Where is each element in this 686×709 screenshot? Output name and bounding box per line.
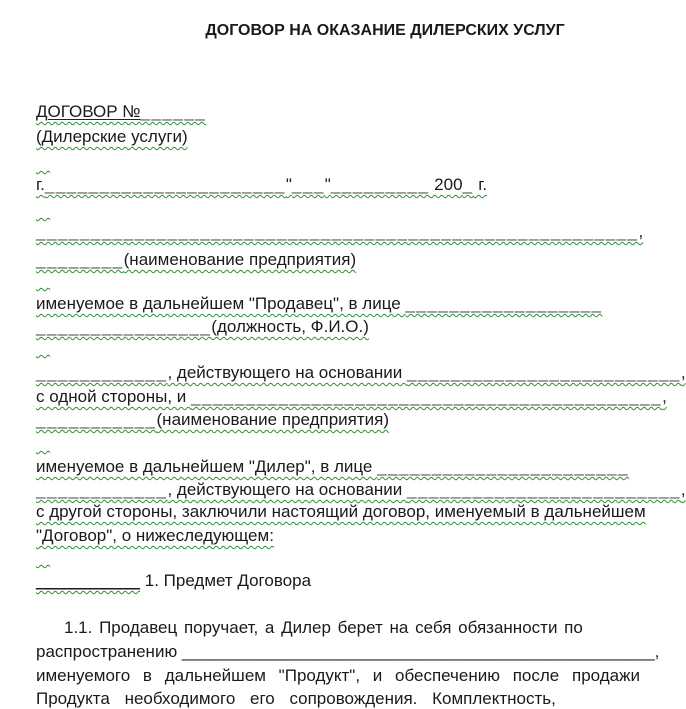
dealer-name-caption-line: [36, 410, 389, 430]
company-name-caption: (наименование предприятия): [156, 410, 390, 429]
company-name-caption: (наименование предприятия): [123, 250, 357, 269]
clause-1-1-text-2: распространению: [36, 642, 182, 661]
basis-lead-blank: ____________: [36, 363, 168, 382]
section-1-heading: 1. Предмет Договора: [140, 571, 312, 590]
contract-number-label: ДОГОВОР №: [36, 102, 141, 121]
closing-clause-text-2: "Договор", о нижеследующем:: [36, 526, 274, 545]
spellcheck-marker: [36, 545, 50, 565]
dealer-intro-line: [36, 457, 629, 477]
comma: ,: [638, 222, 644, 241]
year-suffix: г.: [473, 175, 488, 194]
heading-lead-blank: ___________: [36, 571, 141, 590]
basis-text: , действующего на основании: [167, 480, 407, 499]
contract-number-blank: ______: [140, 102, 207, 121]
document-title: ДОГОВОР НА ОКАЗАНИЕ ДИЛЕРСКИХ УСЛУГ: [205, 22, 565, 39]
closing-clause-line-2: [36, 526, 274, 546]
clause-1-1-line-2: [36, 642, 659, 662]
position-caption: (должность, Ф.И.О.): [211, 317, 369, 336]
day-blank: ___: [291, 175, 325, 194]
closing-clause-text-1: с другой стороны, заключили настоящий договор, именуемый в дальнейшем: [36, 502, 646, 521]
clause-1-1-line-1: [64, 618, 583, 638]
seller-basis-line: [36, 363, 686, 383]
seller-intro-line: [36, 294, 603, 314]
caption-lead-blank: ___________: [36, 410, 157, 429]
seller-position-caption-line: [36, 317, 369, 337]
dealer-intro-text: именуемое в дальнейшем "Дилер", в лице: [36, 457, 378, 476]
year-prefix: 200: [429, 175, 463, 194]
comma: ,: [654, 642, 660, 661]
dealer-basis-line: [36, 480, 686, 500]
year-blank: _: [462, 175, 474, 194]
spellcheck-marker: [36, 151, 50, 171]
quote-close: ": [324, 175, 331, 194]
seller-intro-text: именуемое в дальнейшем "Продавец", в лице: [36, 294, 406, 313]
first-party-line: [36, 387, 667, 407]
basis-blank: _________________________: [407, 363, 681, 382]
subtitle-line: [36, 127, 188, 147]
comma: ,: [662, 387, 667, 406]
comma: ,: [680, 480, 686, 499]
dealer-name-blank: ___________________________________________: [191, 387, 663, 406]
seller-name-caption-line: [36, 250, 356, 270]
closing-clause-line-1: [36, 502, 646, 522]
spellcheck-marker: [36, 198, 50, 218]
spellcheck-marker: [36, 335, 50, 355]
first-party-text: с одной стороны, и: [36, 387, 192, 406]
city-label: г.: [36, 175, 45, 194]
city-blank: ______________________: [44, 175, 286, 194]
subtitle-text: (Дилерские услуги): [36, 127, 188, 146]
caption-lead-blank: ________________: [36, 317, 212, 336]
clause-1-1-text-1: 1.1. Продавец поручает, а Дилер берет на себя обязанности по: [64, 618, 583, 637]
seller-name-blank: _______________________________________________________: [36, 222, 639, 241]
basis-blank: _________________________: [407, 480, 681, 499]
basis-text: , действующего на основании: [167, 363, 407, 382]
seller-person-blank: __________________: [405, 294, 603, 313]
caption-lead-blank: ________: [36, 250, 124, 269]
month-blank: _________: [330, 175, 430, 194]
comma: ,: [680, 363, 686, 382]
product-blank: __________________________________________________: [181, 642, 655, 661]
seller-name-blank-line: [36, 222, 643, 242]
clause-1-1-line-3: [36, 666, 640, 686]
clause-1-1-line-4: [36, 689, 556, 709]
spellcheck-marker: [36, 268, 50, 288]
dealer-person-blank: _______________________: [377, 457, 630, 476]
spellcheck-marker: [36, 431, 50, 451]
clause-1-1-text-4: Продукта необходимого его сопровождения. Комплектность,: [36, 689, 556, 708]
city-date-line: [36, 175, 487, 195]
clause-1-1-text-3: именуемого в дальнейшем "Продукт", и обеспечению после продажи: [36, 666, 640, 685]
quote-open: ": [285, 175, 292, 194]
basis-lead-blank: ____________: [36, 480, 168, 499]
section-1-heading-line: [36, 571, 311, 591]
contract-number-line: [36, 102, 206, 122]
